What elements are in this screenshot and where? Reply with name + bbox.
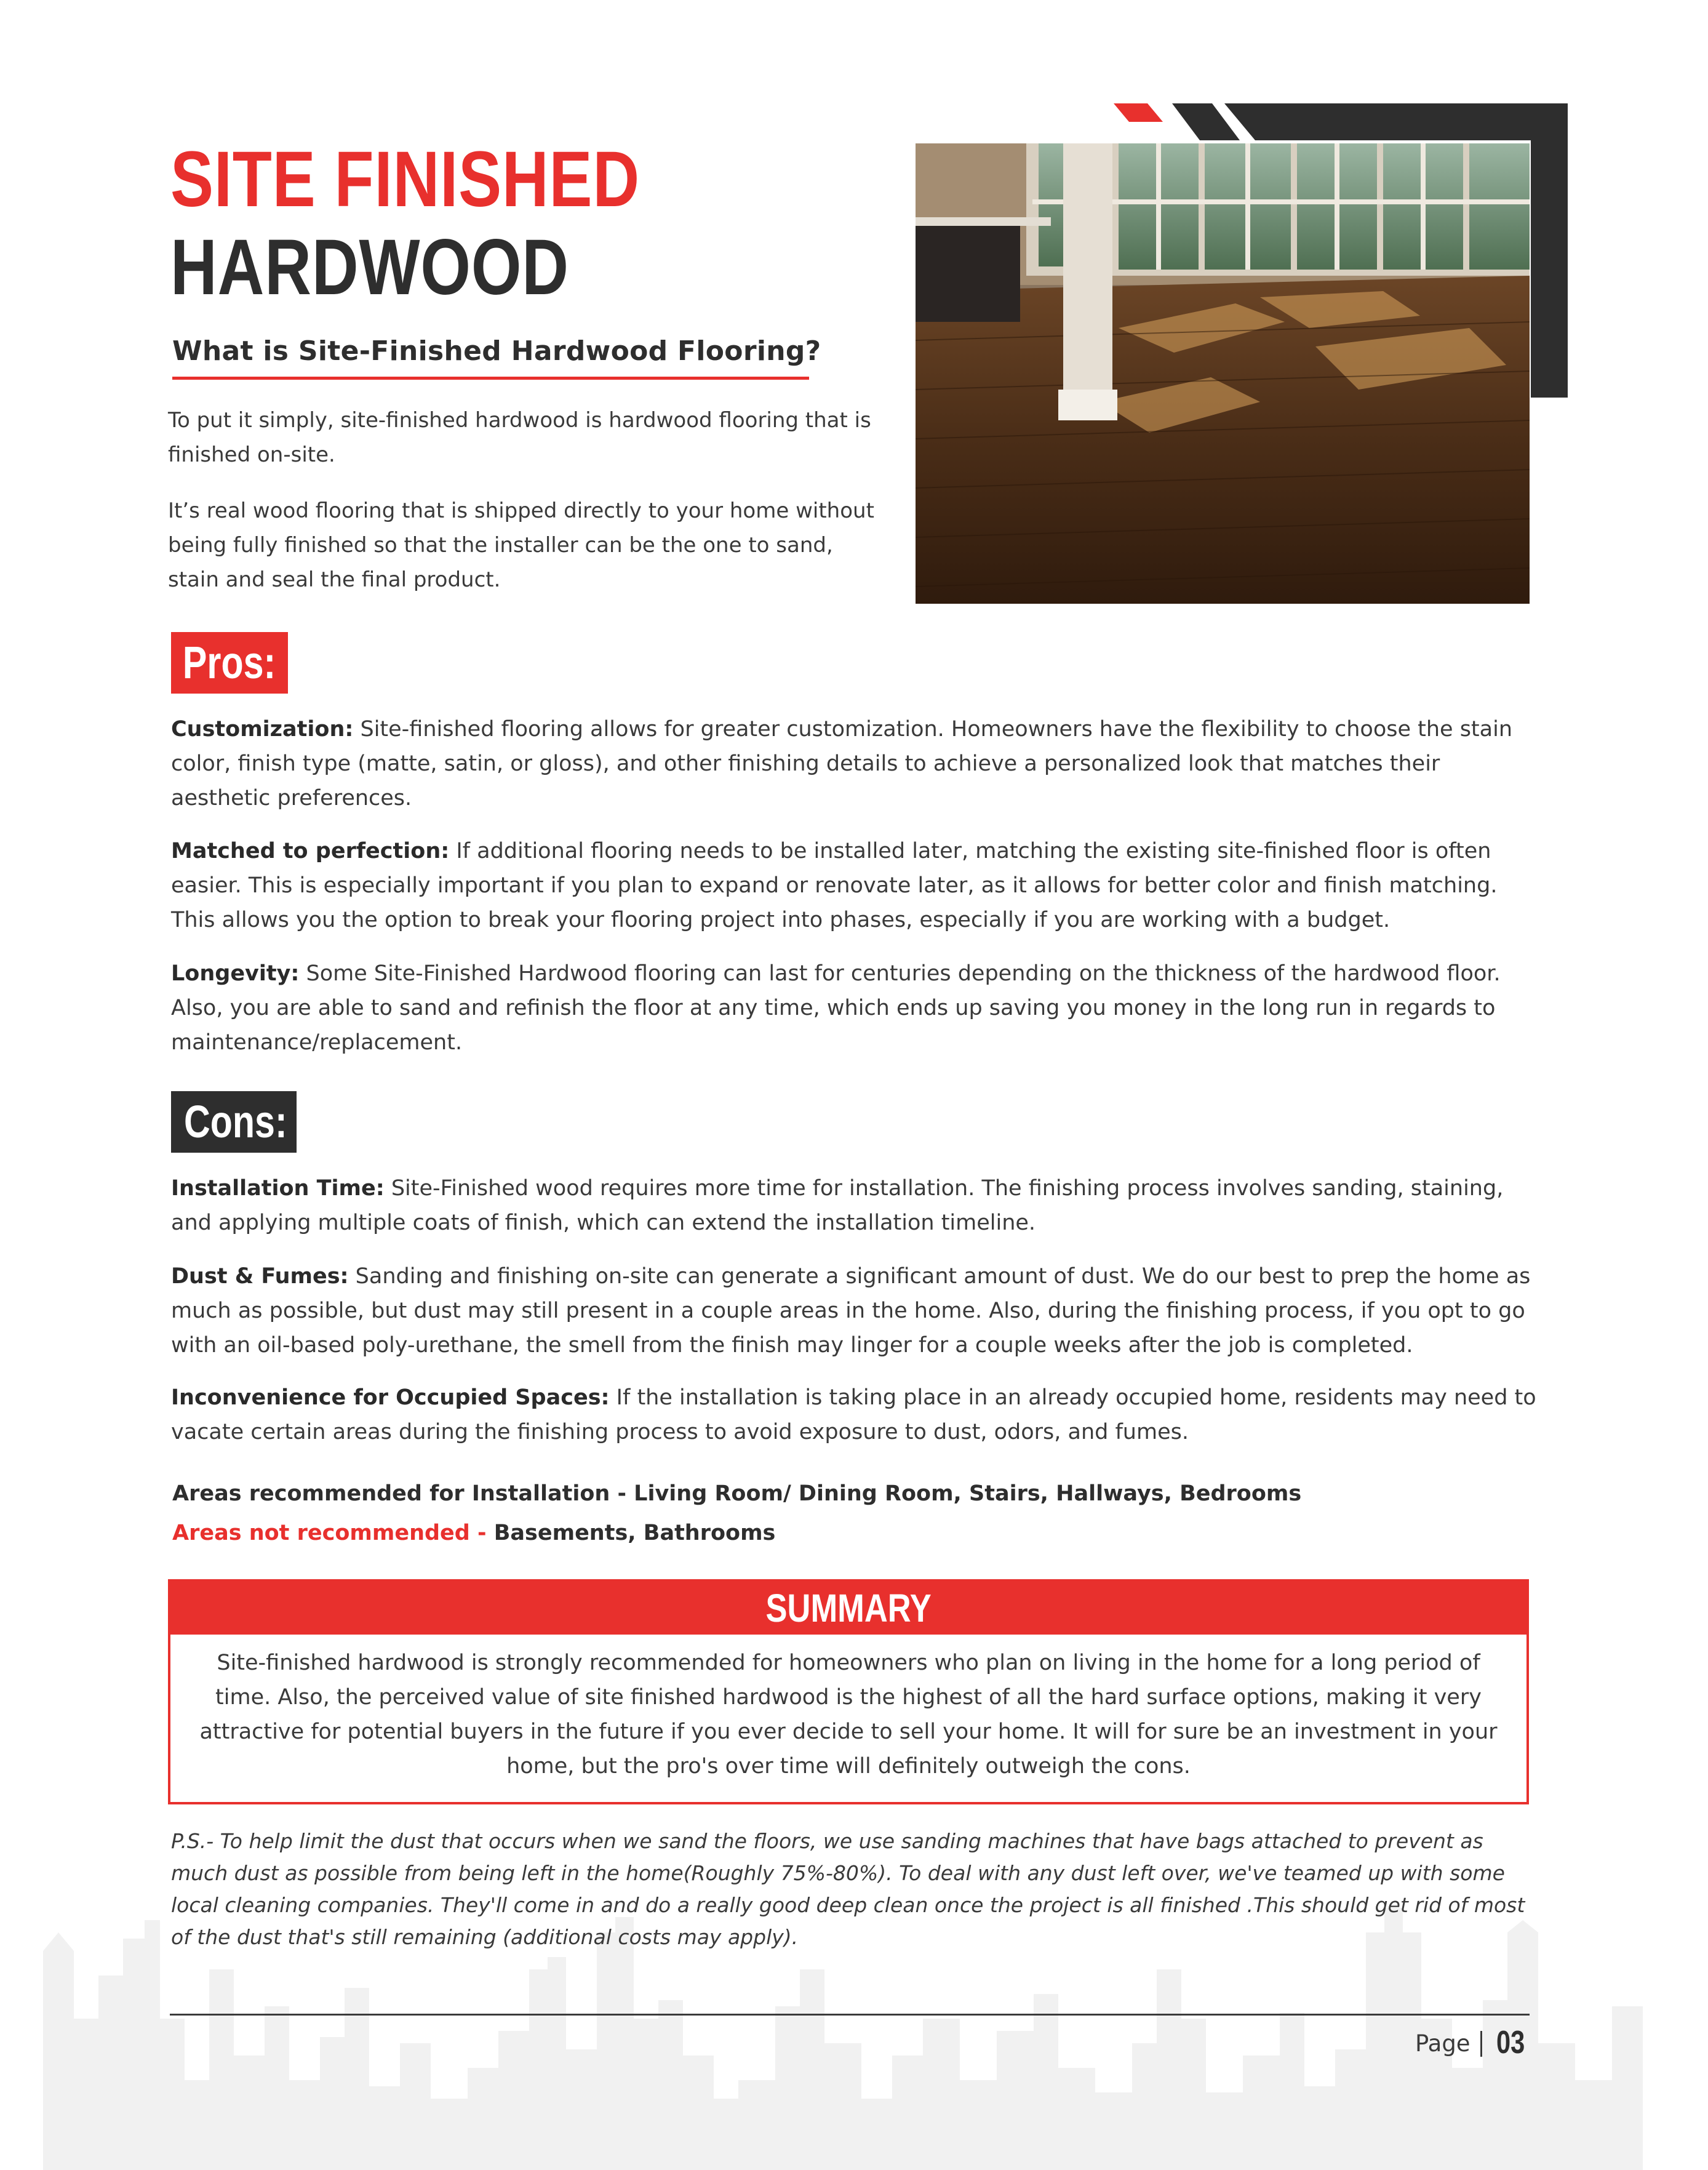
- subheading-underline: [172, 377, 809, 380]
- pros-badge: Pros:: [171, 632, 288, 694]
- page-separator: [1480, 2031, 1482, 2057]
- cons-badge: Cons:: [171, 1091, 297, 1153]
- cons-item-installation-time: Installation Time: Site-Finished wood requires more time for installation. The finishing process involves sanding, staining, and applying multiple coats of finish, which can extend the installation timeline.: [171, 1176, 1504, 1235]
- decorative-stripes: [1114, 103, 1568, 140]
- pros-item-longevity: Longevity: Some Site-Finished Hardwood flooring can last for centuries depending on the thickness of the hardwood floor. Also, you are able to sand and refinish the floor at any time, which ends up saving you money in the long run in regards to maintenance/replacement.: [171, 961, 1501, 1055]
- summary-box: [168, 1579, 1529, 1804]
- pros-item-customization: Customization: Site-finished flooring allows for greater customization. Homeowners have the flexibility to choose the stain color, finish type (matte, satin, or gloss), and other finishing details to achieve a personalized look that matches their aesthetic preferences.: [171, 717, 1513, 811]
- page-label: Page: [1415, 2030, 1471, 2057]
- decorative-side-bar: [1531, 103, 1568, 398]
- summary-heading: SUMMARY: [170, 1582, 1526, 1635]
- areas-not-recommended: Areas not recommended - Basements, Bathrooms: [172, 1521, 776, 1545]
- intro-paragraph-2: It’s real wood flooring that is shipped directly to your home without being fully finished so that the installer can be the one to sand, stain and seal the final product.: [168, 498, 874, 592]
- title-line-1: SITE FINISHED: [170, 135, 640, 223]
- pros-item-matched: Matched to perfection: If additional flooring needs to be installed later, matching the existing site-finished floor is often easier. This is especially important if you plan to expand or renovate later, as it allows for better color and finish matching. This allows you the option to break your flooring project into phases, especially if you are working with a budget.: [171, 839, 1498, 932]
- title-line-2: HARDWOOD: [170, 223, 569, 311]
- cons-item-dust-fumes: Dust & Fumes: Sanding and finishing on-site can generate a significant amount of dust. We do our best to prep the home as much as possible, but dust may still present in a couple areas in the home. Also, during the finishing process, if you opt to go with an oil-based poly-urethane, the smell from the finish may linger for a couple weeks after the job is completed.: [171, 1264, 1531, 1358]
- section-subheading: What is Site-Finished Hardwood Flooring?: [172, 335, 821, 367]
- cons-item-occupied-spaces: Inconvenience for Occupied Spaces: If the installation is taking place in an already occupied home, residents may need to vacate certain areas during the finishing process to avoid exposure to dust, odors, and fumes.: [171, 1385, 1536, 1444]
- postscript-note: P.S.- To help limit the dust that occurs when we sand the floors, we use sanding machines that have bags attached to prevent as much dust as possible from being left in the home(Roughly 75%-80%). To deal with any dust left over, we've teamed up with some local cleaning companies. They'll come in and do a really good deep clean once the project is all finished .This should get rid of most of the dust that's still remaining (additional costs may apply).: [171, 1829, 1525, 1949]
- hardwood-floor-room-photo: [916, 143, 1530, 604]
- page-number: 03: [1496, 2025, 1525, 2060]
- summary-text: Site-finished hardwood is strongly recommended for homeowners who plan on living in the home for a long period of time. Also, the perceived value of site finished hardwood is the highest of all the hard surface options, making it very attractive for potential buyers in the future if you ever decide to sell your home. It will for sure be an investment in your home, but the pro's over time will definitely outweigh the cons.: [199, 1651, 1498, 1779]
- intro-paragraph-1: To put it simply, site-finished hardwood is hardwood flooring that is finished on-site.: [168, 408, 871, 467]
- areas-recommended: Areas recommended for Installation - Living Room/ Dining Room, Stairs, Hallways, Bedrooms: [172, 1481, 1302, 1506]
- footer-divider: [170, 2014, 1530, 2016]
